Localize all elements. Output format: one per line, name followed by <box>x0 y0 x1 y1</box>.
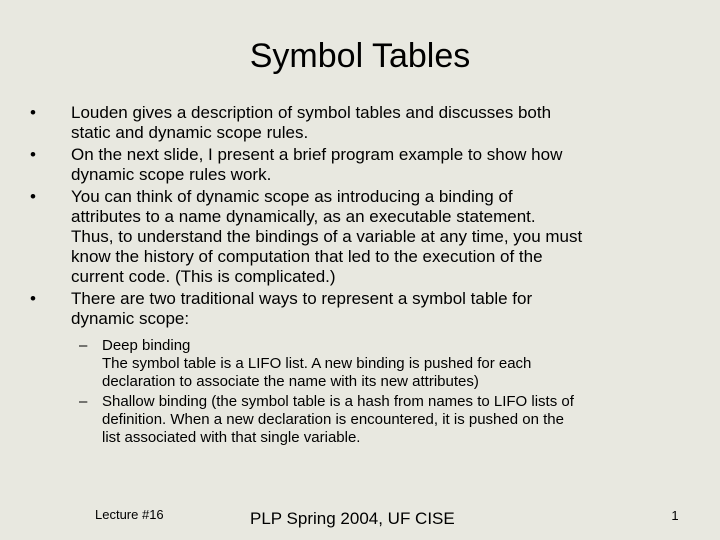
sub-bullet-marker: – <box>79 393 88 410</box>
sub-bullet-text-line: Shallow binding (the symbol table is a hash from names to LIFO lists of <box>102 393 574 410</box>
sub-bullet-marker: – <box>79 337 88 354</box>
sub-bullet-text-line: The symbol table is a LIFO list. A new binding is pushed for each <box>102 355 532 372</box>
bullet-item <box>30 145 690 185</box>
bullet-text-line: You can think of dynamic scope as introducing a binding of <box>71 187 513 206</box>
sub-bullet-item <box>71 393 690 447</box>
bullet-marker: • <box>30 145 36 164</box>
bullet-marker: • <box>30 187 36 206</box>
bullet-text-line: know the history of computation that led to the execution of the <box>71 247 543 266</box>
sub-bullet-list <box>71 337 690 447</box>
footer-lecture-label: Lecture #16 <box>95 507 164 522</box>
bullet-text-line: static and dynamic scope rules. <box>71 123 309 142</box>
bullet-text-line: On the next slide, I present a brief program example to show how <box>71 145 563 164</box>
bullet-marker: • <box>30 289 36 308</box>
bullet-text-line: There are two traditional ways to represent a symbol table for <box>71 289 533 308</box>
bullet-text-line: current code. (This is complicated.) <box>71 267 336 286</box>
bullet-list <box>30 103 690 449</box>
sub-bullet-text-line: list associated with that single variable. <box>102 429 361 446</box>
bullet-item <box>30 103 690 143</box>
bullet-text-line: attributes to a name dynamically, as an executable statement. <box>71 207 536 226</box>
sub-bullet-item <box>71 337 690 391</box>
bullet-text-line: Thus, to understand the bindings of a variable at any time, you must <box>71 227 583 246</box>
sub-bullet-text-line: declaration to associate the name with its new attributes) <box>102 373 479 390</box>
sub-bullet-text-line: Deep binding <box>102 337 191 354</box>
bullet-marker: • <box>30 103 36 122</box>
bullet-item <box>30 289 690 447</box>
slide-title: Symbol Tables <box>249 37 471 75</box>
footer-course-label: PLP Spring 2004, UF CISE <box>250 509 455 528</box>
bullet-item <box>30 187 690 287</box>
bullet-text-line: Louden gives a description of symbol tables and discusses both <box>71 103 552 122</box>
bullet-text-line: dynamic scope rules work. <box>71 165 272 184</box>
sub-bullet-text-line: definition. When a new declaration is encountered, it is pushed on the <box>102 411 564 428</box>
bullet-text-line: dynamic scope: <box>71 309 190 328</box>
slide-number: 1 <box>671 508 679 523</box>
